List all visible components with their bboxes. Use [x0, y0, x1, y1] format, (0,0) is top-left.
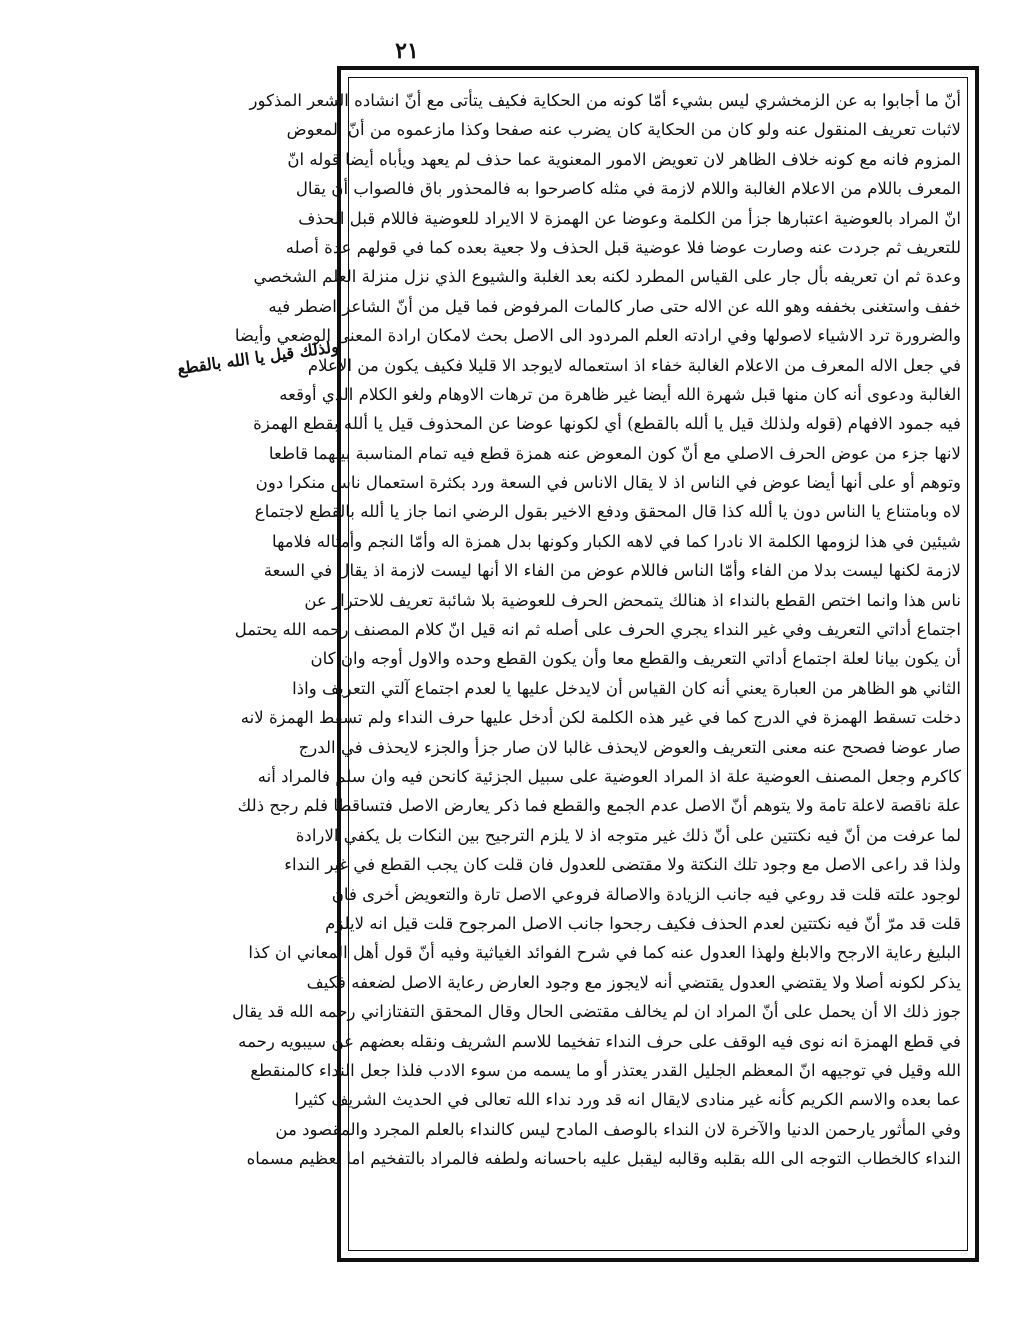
text-line: جوز ذلك الا أن يحمل على أنّ المراد ان لم يخالف مقتضى الحال وقال المحقق التفتازاني رحمه الله قد يقال: [232, 1002, 961, 1022]
text-line: علة ناقصة لاعلة تامة ولا يتوهم أنّ الاصل عدم الجمع والقطع فما ذكر يعارض الاصل فتساقطا فلم رجح ذلك: [237, 796, 961, 816]
text-line: والضرورة ترد الاشياء لاصولها وفي ارادته العلم المردود الى الاصل بحث لامكان ارادة المعنى الوضعي وأيضا: [234, 326, 961, 346]
text-line: [355, 1203, 961, 1232]
text-line: ولذا قد راعى الاصل مع وجود تلك النكتة ولا مقتضى للعدول فان قلت كان يجب القطع في غير النداء: [284, 855, 961, 875]
text-line: لوجود علته قلت قد روعي فيه جانب الزيادة والاصالة فروعي الاصل تارة والتعويض أخرى فان: [331, 884, 961, 904]
text-line: الغالبة ودعوى أنه كان منها قبل شهرة الله أيضا غير ظاهرة من ترهات الاوهام ولغو الكلام الذي أوقعه: [279, 384, 961, 404]
text-line: الثاني هو الظاهر من العبارة يعني أنه كان القياس أن لايدخل عليها يا لعدم اجتماع آلتي التعريف واذا: [292, 678, 961, 698]
text-line: لاه وبامتناع يا الناس دون يا ألله كذا قال المحقق ودفع الاخير بقول الرضي انما جاز يا ألله بالقطع لاجتماع: [254, 502, 961, 522]
text-line: خفف واستغنى بخففه وهو الله عن الاله حتى صار كالمات المرفوض فما قيل من أنّ الشاعر اضطر فيه: [268, 296, 961, 316]
text-line: للتعريف ثم جردت عنه وصارت عوضا فلا عوضية قبل الحذف ولا جعية بعده كما في قولهم عدة أصله: [285, 237, 961, 257]
page-number: ٢١: [395, 38, 419, 64]
margin-note: ولذلك قيل يا الله بالقطع: [176, 336, 340, 379]
text-line: وعدة ثم ان تعريفه بأل جار على القياس المطرد لكنه بعد الغلبة والشيوع الذي نزل منزلة العلم الشخصي: [253, 267, 961, 287]
text-line: كاكرم وجعل المصنف العوضية علة اذ المراد العوضية على سبيل الجزئية كانحن فيه وان سلم فالمراد أنه: [257, 766, 961, 786]
text-line: لاثبات تعريف المنقول عنه ولو كان من الحكاية كان يضرب عنه صفحا وكذا مازعموه من أنّ المعوض: [286, 120, 961, 140]
text-line: البليغ رعاية الارجح والابلغ ولهذا العدول عنه كما في شرح الفوائد الغياثية وفيه أنّ قول أهل المعاني ان كذا: [248, 943, 961, 963]
text-line: دخلت تسقط الهمزة في الدرج كما في غير هذه الكلمة لكن أدخل عليها حرف النداء ولم تسقط الهمزة لانه: [240, 708, 961, 728]
text-line: [355, 1173, 961, 1202]
text-line: انّ المراد بالعوضية اعتبارها جزأ من الكلمة وعوضا عن الهمزة لا الايراد للعوضية فاللام قبل الحذف: [298, 208, 961, 228]
text-line: في جعل الاله المعرف من الاعلام الغالبة خفاء اذ استعماله لايوجد الا قليلا فكيف يكون من الاعلام: [307, 355, 961, 375]
text-line: لما عرفت من أنّ فيه نكتتين على أنّ ذلك غير متوجه اذ لا يلزم الترجيح بين النكات بل يكفي الارادة: [295, 825, 961, 845]
text-line: لازمة لكنها ليست بدلا من الفاء وأمّا الناس فاللام عوض من الفاء الا أنها ليست لازمة اذ يقال في السعة: [263, 561, 961, 581]
text-line: أنّ ما أجابوا به عن الزمخشري ليس بشيء أمّا كونه من الحكاية فكيف يتأتى مع أنّ انشاده الشعر المذكور: [249, 91, 961, 110]
text-line: شيئين في هذا لزومها الكلمة الا نادرا كما في لاهه الكبار وكونها بدل همزة اله وأمّا النجم وأمثاله فلامها: [272, 531, 961, 551]
text-line: وفي المأثور يارحمن الدنيا والآخرة لان النداء بالوصف المادح ليس كالنداء بالعلم المجرد والمقصود من: [275, 1119, 961, 1139]
text-line: المزوم فانه مع كونه خلاف الظاهر لان تعويض الامور المعنوية عما حذف لم يعهد ويأباه أيضا قوله انّ: [287, 149, 961, 169]
text-line: عما بعده والاسم الكريم كأنه غير منادى لايقال انه قد ورد نداء الله تعالى في الحديث الشريف كثيرا: [294, 1090, 961, 1110]
text-line: أن يكون بيانا لعلة اجتماع أداتي التعريف والقطع معا وأن يكون القطع وحده والاول أوجه وان كان: [310, 649, 961, 669]
text-line: اجتماع أداتي التعريف وفي غير النداء يجري الحرف على أصله ثم انه قيل انّ كلام المصنف رحمه الله يحتمل: [234, 620, 961, 640]
text-line: في قطع الهمزة انه نوى فيه الوقف على حرف النداء تفخيما للاسم الشريف ونقله بعضهم عن سيبويه رحمه: [238, 1031, 961, 1051]
text-line: النداء كالخطاب التوجه الى الله بقلبه وقالبه ليقبل عليه باحسانه ولطفه فالمراد بالتفخيم اما تعظيم مسماه: [246, 1149, 961, 1169]
text-line: لانها جزء من عوض الحرف الاصلي مع أنّ كون المعوض عنه همزة قطع فيه تمام المناسبة بينهما قاطعا: [268, 443, 961, 463]
text-line: يذكر لكونه أصلا ولا يقتضي العدول يقتضي أنه لايجوز مع وجود العارض رعاية الاصل لضعفه فكيف: [306, 972, 961, 992]
text-line: وتوهم أو على أنها أيضا عوض في الناس اذ لا يقال الاناس في السعة ورد بكثرة استعمال ناس منكرا دون: [255, 473, 961, 493]
text-line: قلت قد مرّ أنّ فيه نكتتين لعدم الحذف فكيف رجحوا جانب الاصل المرجوح قلت قيل انه لايلزم: [325, 913, 961, 933]
text-line: صار عوضا فصحح عنه معنى التعريف والعوض لايحذف غالبا لان صار جزأ والجزء لايحذف في الدرج: [298, 737, 961, 757]
text-line: فيه جمود الافهام (قوله ولذلك قيل يا ألله بالقطع) أي لكونها عوضا عن المحذوف قيل يا ألله بقطع الهمزة: [253, 414, 961, 434]
text-line: المعرف باللام من الاعلام الغالبة واللام لازمة في مثله كاصرحوا به فالمحذور باق فالصواب أن يقال: [295, 179, 961, 199]
text-line: الله وقيل في توجيهه انّ المعظم الجليل القدر يعتذر أو ما يسمه من سوء الادب فلذا جعل النداء كالمنقطع: [250, 1060, 961, 1080]
text-line: ناس هذا وانما اختص القطع بالنداء اذ هنالك يتمحض الحرف للعوضية بلا شائبة تعريف للاحتراز عن: [304, 590, 961, 610]
